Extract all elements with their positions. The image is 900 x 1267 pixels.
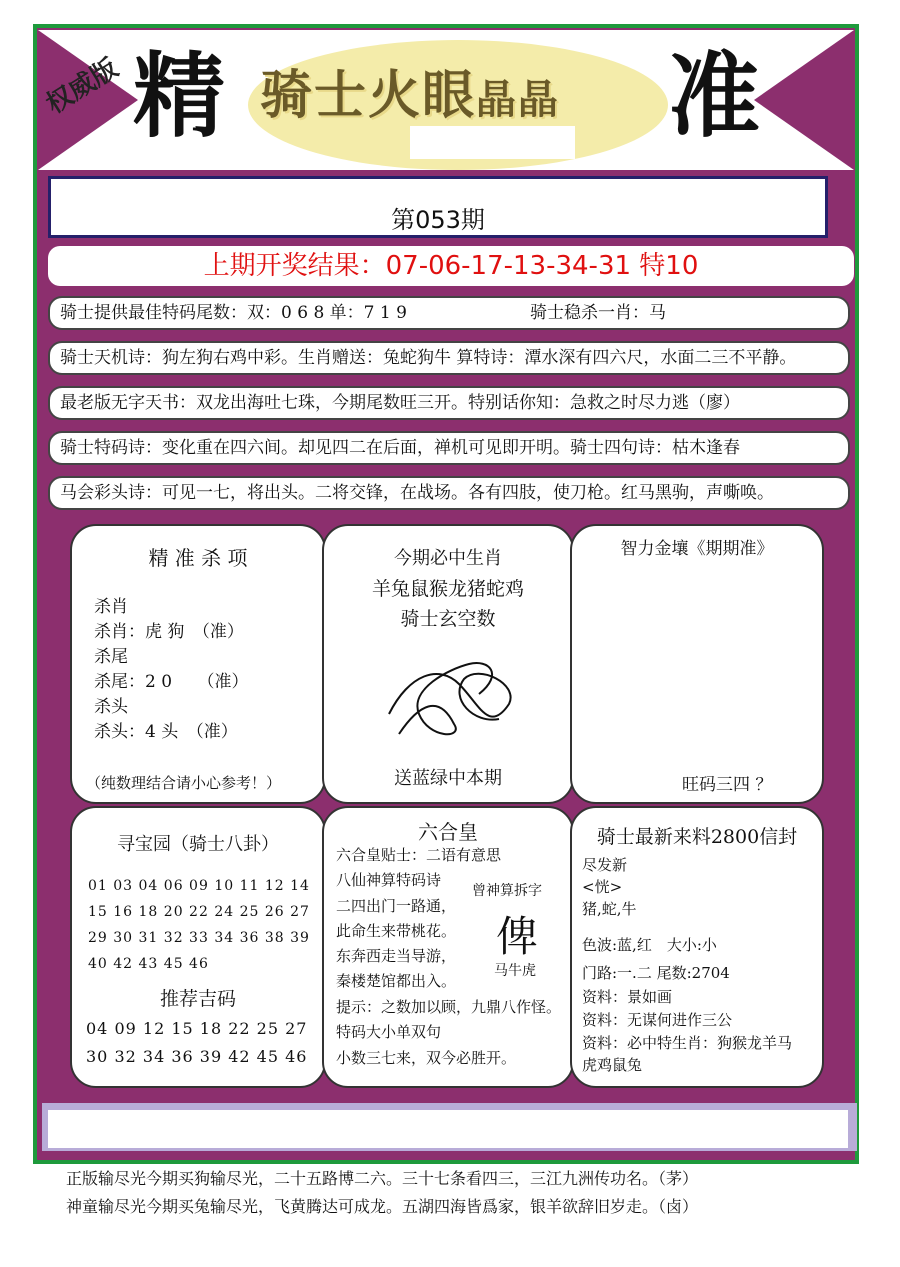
lhh-panel bbox=[322, 806, 574, 1088]
footer-line-2: 神童输尽光今期买兔输尽光，飞黄腾达可成龙。五湖四海皆爲家，银羊欲辞旧岁走。（卤） bbox=[66, 1197, 699, 1216]
header-banner bbox=[38, 30, 854, 170]
split-char: 俾 bbox=[496, 912, 539, 961]
lhh-row: 二四出门一路通， bbox=[336, 897, 457, 915]
kill-row: 杀头 bbox=[94, 697, 128, 717]
issue-number: 第053期 bbox=[48, 176, 828, 238]
brand-main: 骑士火眼 bbox=[260, 65, 477, 126]
info-line-3 bbox=[48, 386, 850, 420]
must-panel bbox=[322, 524, 574, 804]
latest-row: 虎鸡鼠兔 bbox=[582, 1056, 643, 1074]
recommend-row: 04 09 12 15 18 22 25 27 bbox=[86, 1019, 308, 1038]
treasure-row: 15 16 18 20 22 24 25 26 27 bbox=[88, 904, 310, 920]
info-line-4 bbox=[48, 431, 850, 465]
latest-row: 色波:蓝,红 大小:小 bbox=[582, 936, 717, 954]
lhh-row: 八仙神算特码诗 bbox=[336, 871, 442, 889]
kill-title: 精 准 杀 项 bbox=[148, 546, 248, 570]
title-right-char: 准 bbox=[668, 42, 761, 150]
latest-title: 骑士最新来料2800信封 bbox=[596, 826, 798, 848]
must-line-3: 骑士玄空数 bbox=[400, 608, 496, 630]
edition-badge: 权威版 bbox=[41, 53, 124, 121]
title-mask bbox=[410, 126, 575, 159]
split-title: 曾神算拆字 bbox=[472, 883, 542, 899]
kill-row: 杀尾：2 0 （准） bbox=[94, 672, 249, 692]
lhh-row: 六合皇贴士：二语有意思 bbox=[336, 846, 502, 864]
must-line-1: 今期必中生肖 bbox=[394, 548, 502, 569]
info-line-1 bbox=[48, 296, 850, 330]
treasure-row: 29 30 31 32 33 34 36 38 39 bbox=[88, 930, 310, 946]
title-left-char: 精 bbox=[133, 42, 226, 150]
signature-scribble bbox=[379, 644, 529, 744]
kill-panel bbox=[70, 524, 326, 804]
recommend-title: 推荐吉码 bbox=[159, 988, 236, 1010]
lhh-row: 提示：之数加以顾，九鼎八作怪。 bbox=[336, 998, 562, 1016]
lhh-row: 秦楼楚馆都出入。 bbox=[336, 972, 457, 990]
latest-panel bbox=[570, 806, 824, 1088]
latest-row: 猪,蛇,牛 bbox=[582, 900, 637, 918]
bottom-inner bbox=[48, 1110, 848, 1148]
info-line-text: 马会彩头诗：可见一七，将出头。二将交锋，在战场。各有四肢，使刀枪。红马黑驹，声嘶唤。 bbox=[60, 483, 774, 503]
info-line-2 bbox=[48, 341, 850, 375]
treasure-row: 01 03 04 06 09 10 11 12 14 bbox=[88, 878, 310, 894]
right-triangle bbox=[754, 30, 854, 170]
brand-small: 晶晶 bbox=[476, 76, 561, 123]
lhh-row: 东奔西走当导游， bbox=[336, 947, 457, 965]
info-line-text: 最老版无字天书：双龙出海吐七珠，今期尾数旺三开。特别话你知：急救之时尽力逃（廖） bbox=[60, 393, 740, 413]
footer-line-1: 正版输尽光今期买狗输尽光，二十五路博二六。三十七条看四三，三江九洲传功名。（茅） bbox=[66, 1169, 699, 1188]
lhh-title: 六合皇 bbox=[418, 820, 478, 844]
info-line-text: 骑士天机诗：狗左狗右鸡中彩。生肖赠送：兔蛇狗牛 算特诗：潭水深有四六尺，水面二三不平静。 bbox=[60, 348, 797, 368]
latest-row: <恍> bbox=[582, 878, 623, 896]
info-line-right: 骑士稳杀一肖：马 bbox=[530, 303, 666, 323]
kill-row: 杀肖：虎 狗 （准） bbox=[94, 622, 244, 642]
last-result: 上期开奖结果：07-06-17-13-34-31 特10 bbox=[48, 246, 854, 286]
info-line-text: 骑士提供最佳特码尾数：双：0 6 8 单：7 1 9 bbox=[60, 303, 407, 323]
lhh-row: 特码大小单双句 bbox=[336, 1023, 442, 1041]
latest-row: 资料：无谋何进作三公 bbox=[582, 1011, 733, 1029]
wisdom-panel bbox=[570, 524, 824, 804]
treasure-row: 40 42 43 45 46 bbox=[88, 956, 209, 972]
treasure-panel bbox=[70, 806, 326, 1088]
split-answer: 马牛虎 bbox=[494, 963, 536, 979]
latest-row: 资料：必中特生肖：狗猴龙羊马 bbox=[582, 1034, 793, 1052]
wisdom-bottom: 旺码三四 ？ bbox=[682, 775, 773, 795]
must-bottom: 送蓝绿中本期 bbox=[394, 768, 502, 789]
info-line-5 bbox=[48, 476, 850, 510]
wisdom-title: 智力金壤《期期准》 bbox=[620, 539, 774, 559]
kill-row: 杀肖 bbox=[94, 597, 128, 617]
kill-row: 杀尾 bbox=[94, 647, 128, 667]
latest-row: 门路:一.二 尾数:2704 bbox=[582, 964, 730, 982]
brand-title bbox=[260, 65, 561, 126]
kill-row: 杀头：4 头 （准） bbox=[94, 722, 238, 742]
kill-note: （纯数理结合请小心参考！） bbox=[86, 774, 282, 792]
info-line-text: 骑士特码诗：变化重在四六间。却见四二在后面，禅机可见即开明。骑士四句诗：枯木逢春 bbox=[60, 438, 740, 458]
latest-row: 尽发新 bbox=[582, 856, 628, 874]
recommend-row: 30 32 34 36 39 42 45 46 bbox=[86, 1047, 308, 1066]
treasure-title: 寻宝园（骑士八卦） bbox=[117, 834, 279, 855]
latest-row: 资料：景如画 bbox=[582, 988, 673, 1006]
lhh-row: 此命生来带桃花。 bbox=[336, 922, 457, 940]
lhh-row: 小数三七来，双今必胜开。 bbox=[336, 1049, 517, 1067]
must-line-2: 羊兔鼠猴龙猪蛇鸡 bbox=[371, 578, 524, 600]
